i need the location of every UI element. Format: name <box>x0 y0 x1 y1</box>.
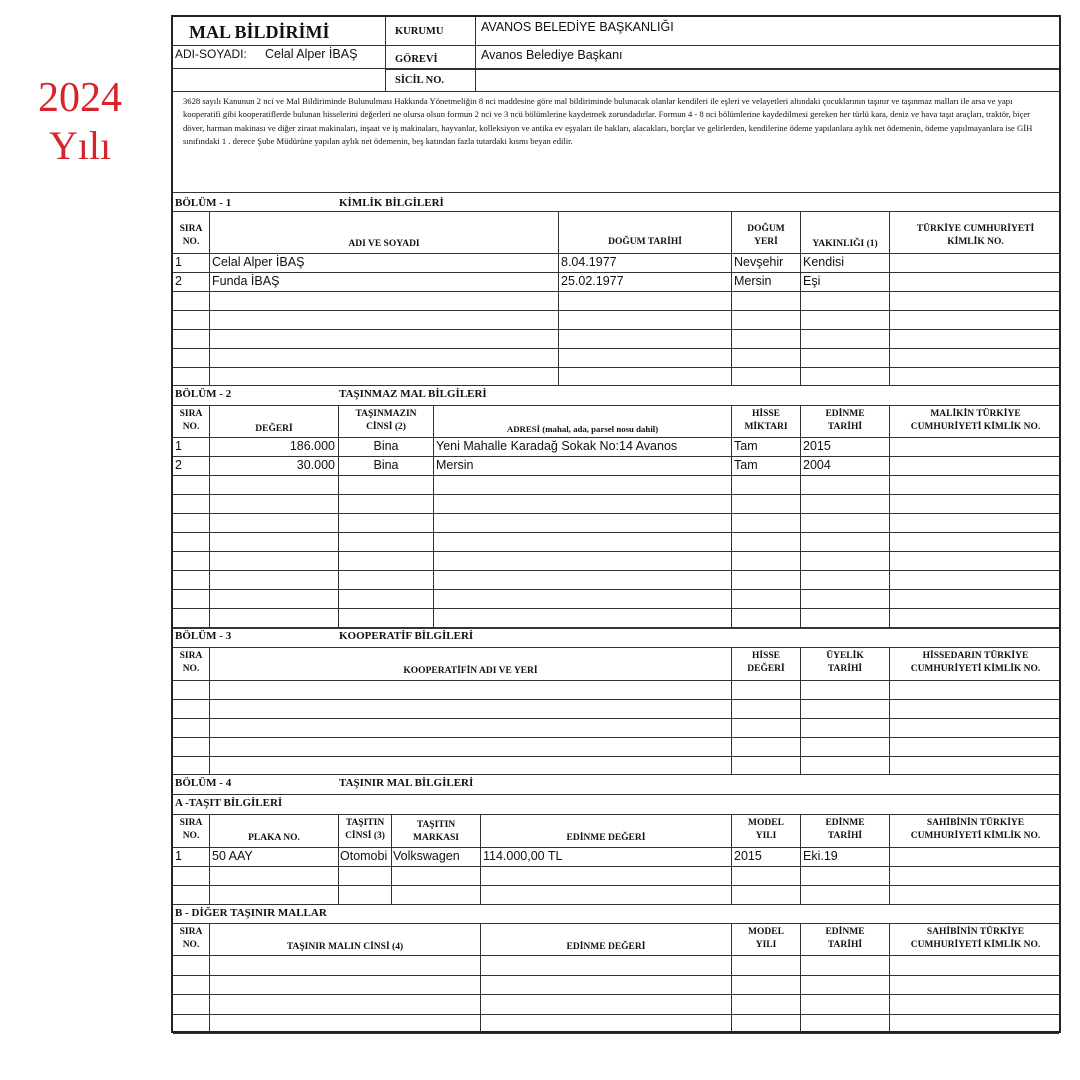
table-rule <box>731 647 732 774</box>
table-rule <box>173 975 1059 976</box>
table-rule <box>173 367 1059 368</box>
s3-header-sira: SIRA <box>179 651 203 661</box>
table-rule <box>173 513 1059 514</box>
table-rule <box>480 923 481 1033</box>
table-rule <box>480 814 481 904</box>
s2-header-sira: SIRA <box>179 409 203 419</box>
s1-row-no: 2 <box>175 274 182 288</box>
table-rule <box>800 814 801 904</box>
table-rule <box>173 885 1059 886</box>
s4a-header-acq-1: EDİNME <box>825 818 865 828</box>
s1-header-birth-date: DOĞUM TARİHİ <box>608 237 682 247</box>
s1-row-birth-place: Nevşehir <box>734 255 784 269</box>
table-rule <box>173 253 1059 254</box>
s1-row-name: Funda İBAŞ <box>212 274 280 288</box>
s4b-header-owner-1: SAHİBİNİN TÜRKİYE <box>926 927 1025 937</box>
s3-header-holder-2: CUMHURİYETİ KİMLİK NO. <box>910 664 1041 674</box>
table-rule <box>173 475 1059 476</box>
s4a-header-value: EDİNME DEĞERİ <box>566 833 646 843</box>
other-movables-title: B - DİĞER TAŞINIR MALLAR <box>175 907 327 919</box>
table-rule <box>173 45 1059 46</box>
s3-header-no: NO. <box>182 664 200 674</box>
table-rule <box>173 348 1059 349</box>
s1-header-birth-place-1: DOĞUM <box>747 224 785 234</box>
s4b-header-acq-2: TARİHİ <box>827 940 863 950</box>
table-rule <box>173 718 1059 719</box>
s4b-header-owner-2: CUMHURİYETİ KİMLİK NO. <box>910 940 1041 950</box>
table-rule <box>173 437 1059 438</box>
table-rule <box>800 405 801 628</box>
table-rule <box>173 608 1059 609</box>
year-stamp-label: Yılı <box>48 123 112 168</box>
table-rule <box>173 291 1059 292</box>
s4b-header-no: NO. <box>182 940 200 950</box>
table-rule <box>209 405 210 628</box>
table-rule <box>731 405 732 628</box>
table-rule <box>173 756 1059 757</box>
registry-label: SİCİL NO. <box>395 75 445 86</box>
s4a-header-acq-2: TARİHİ <box>827 831 863 841</box>
s4b-header-kind: TAŞINIR MALIN CİNSİ (4) <box>286 942 404 952</box>
section4-title: TAŞINIR MAL BİLGİLERİ <box>339 777 474 789</box>
s2-header-acq-2: TARİHİ <box>827 422 863 432</box>
year-stamp-year: 2024 <box>38 75 122 121</box>
s4a-row-plate: 50 AAY <box>212 849 253 863</box>
table-rule <box>475 17 476 91</box>
s2-header-type-2: CİNSİ (2) <box>366 422 406 432</box>
s3-header-name: KOOPERATİFİN ADI VE YERİ <box>403 666 538 676</box>
s2-header-address: ADRESİ (mahal, ada, parsel nosu dahil) <box>506 424 659 434</box>
s4a-header-model-2: YILI <box>755 831 777 841</box>
table-rule <box>731 923 732 1033</box>
table-rule <box>173 647 1059 648</box>
table-rule <box>173 211 1059 212</box>
s2-row-address: Mersin <box>436 458 474 472</box>
s4b-header-sira: SIRA <box>179 927 203 937</box>
s1-row-relation: Kendisi <box>803 255 844 269</box>
table-rule <box>173 456 1059 457</box>
table-rule <box>731 211 732 385</box>
s1-row-birth-date: 8.04.1977 <box>561 255 617 269</box>
s4a-header-kind-2: CİNSİ (3) <box>345 831 385 841</box>
table-rule <box>173 628 1059 629</box>
form-title: MAL BİLDİRİMİ <box>189 22 330 42</box>
table-rule <box>338 405 339 628</box>
s2-row-acq: 2015 <box>803 439 831 453</box>
s2-header-share-2: MİKTARI <box>744 422 788 432</box>
s2-row-value: 186.000 <box>289 439 335 453</box>
table-rule <box>338 814 339 904</box>
s2-row-no: 2 <box>175 458 182 472</box>
table-rule <box>173 494 1059 495</box>
s1-row-relation: Eşi <box>803 274 821 288</box>
s3-header-share-1: HİSSE <box>752 651 780 661</box>
table-rule <box>209 923 210 1033</box>
s4b-header-value: EDİNME DEĞERİ <box>566 942 646 952</box>
s2-row-value: 30.000 <box>296 458 335 472</box>
table-rule <box>173 774 1059 775</box>
s4a-header-brand-1: TAŞITIN <box>416 820 456 830</box>
s2-header-owner-1: MALİKİN TÜRKİYE <box>930 409 1021 419</box>
s2-header-owner-2: CUMHURİYETİ KİMLİK NO. <box>910 422 1041 432</box>
s2-row-acq: 2004 <box>803 458 831 472</box>
table-rule <box>173 1014 1059 1015</box>
s4b-header-model-1: MODEL <box>748 927 784 937</box>
table-rule <box>800 923 801 1033</box>
s2-header-no: NO. <box>182 422 200 432</box>
s4a-row-value: 114.000,00 TL <box>483 849 563 863</box>
table-rule <box>173 570 1059 571</box>
table-rule <box>173 814 1059 815</box>
s1-header-no: NO. <box>182 237 200 247</box>
s3-header-holder-1: HİSSEDARIN TÜRKİYE <box>922 651 1029 661</box>
intro-text: 3628 sayılı Kanunun 2 nci ve Mal Bildiriminde Bulunulması Hakkında Yönetmeliğin 8 nci maddesine göre mal bildiriminde bulunacak olanlar kendileri ile eşleri ve velayetleri altındaki çocuklarının taşınır ve taşınmaz malları ile arsa ve yapı kooperatifi gibi kooperatiflerde bulunan hisselerini değerleri ne olursa olsun formun 2 nci ve 3 ncü bölümlerine kaydetmek zorundadırlar. Formun 4 - 8 nci bölümlerine kaydedilmesi gereken her türlü kara, deniz ve hava taşıt araçları, traktör, biçer döver, harman makinası ve diğer ziraat makinaları, inşaat ve iş makinaları, hayvanlar, kolleksiyon ve antika ev eşyaları ile hakları, alacakları, borçlar ve gelirlerden, kendilerine ödeme yapılanlara aylık net ödemenin, ödeme yapılmayanlara ise GİH sınıfındaki 1 . derece Şube Müdürüne yapılan aylık net ödemenin, beş katından fazla tutardaki kısmı beyan edilir. <box>183 96 1033 147</box>
table-rule <box>889 814 890 904</box>
section2-title: TAŞINMAZ MAL BİLGİLERİ <box>339 388 487 400</box>
table-rule <box>173 1033 1059 1034</box>
s4a-row-kind: Otomobi <box>340 849 388 863</box>
s4a-row-model: 2015 <box>734 849 762 863</box>
table-rule <box>558 211 559 385</box>
s4a-header-kind-1: TAŞITIN <box>345 818 385 828</box>
table-rule <box>433 405 434 628</box>
s2-row-type: Bina <box>373 458 399 472</box>
table-rule <box>889 647 890 774</box>
s4a-row-acq: Eki.19 <box>803 849 838 863</box>
s2-header-acq-1: EDİNME <box>825 409 865 419</box>
table-rule <box>889 923 890 1033</box>
name-value: Celal Alper İBAŞ <box>265 47 358 61</box>
duty-value: Avanos Belediye Başkanı <box>481 48 623 62</box>
s4b-header-acq-1: EDİNME <box>825 927 865 937</box>
table-rule <box>173 91 1059 92</box>
table-rule <box>889 211 890 385</box>
table-rule <box>173 329 1059 330</box>
table-rule <box>800 647 801 774</box>
s1-header-sira: SIRA <box>179 224 203 234</box>
section2-number: BÖLÜM - 2 <box>175 388 232 400</box>
s4a-header-sira: SIRA <box>179 818 203 828</box>
s4a-header-model-1: MODEL <box>748 818 784 828</box>
s4a-header-no: NO. <box>182 831 200 841</box>
s4a-header-owner-2: CUMHURİYETİ KİMLİK NO. <box>910 831 1041 841</box>
table-rule <box>173 192 1059 193</box>
section1-title: KİMLİK BİLGİLERİ <box>339 197 444 209</box>
s3-header-share-2: DEĞERİ <box>747 664 785 674</box>
s1-header-name: ADI VE SOYADI <box>348 239 420 249</box>
table-rule <box>173 385 1059 386</box>
table-rule <box>386 69 1059 70</box>
s4a-header-plate: PLAKA NO. <box>248 833 300 843</box>
s2-header-share-1: HİSSE <box>752 409 780 419</box>
table-rule <box>209 647 210 774</box>
s1-header-tc-1: TÜRKİYE CUMHURİYETİ <box>916 224 1035 234</box>
duty-label: GÖREVİ <box>395 54 438 65</box>
s1-row-no: 1 <box>175 255 182 269</box>
table-rule <box>173 737 1059 738</box>
table-rule <box>173 955 1059 956</box>
s4a-row-no: 1 <box>175 849 182 863</box>
s2-header-value: DEĞERİ <box>255 424 293 434</box>
s4a-header-owner-1: SAHİBİNİN TÜRKİYE <box>926 818 1025 828</box>
table-rule <box>209 814 210 904</box>
section3-number: BÖLÜM - 3 <box>175 630 232 642</box>
table-rule <box>209 211 210 385</box>
s1-header-birth-place-2: YERİ <box>754 237 778 247</box>
declaration-form <box>171 15 1061 1033</box>
table-rule <box>800 211 801 385</box>
table-rule <box>173 680 1059 681</box>
s2-row-share: Tam <box>734 458 758 472</box>
s2-row-share: Tam <box>734 439 758 453</box>
s1-header-tc-2: KİMLİK NO. <box>947 237 1004 247</box>
table-rule <box>173 994 1059 995</box>
table-rule <box>889 405 890 628</box>
section1-number: BÖLÜM - 1 <box>175 197 232 209</box>
table-rule <box>173 923 1059 924</box>
table-rule <box>731 814 732 904</box>
s3-header-member-1: ÜYELİK <box>826 651 864 661</box>
s1-row-birth-place: Mersin <box>734 274 772 288</box>
section3-title: KOOPERATİF BİLGİLERİ <box>339 630 474 642</box>
table-rule <box>173 589 1059 590</box>
s2-row-type: Bina <box>373 439 399 453</box>
table-rule <box>173 847 1059 848</box>
institution-value: AVANOS BELEDİYE BAŞKANLIĞI <box>481 20 674 34</box>
vehicles-title: A -TAŞIT BİLGİLERİ <box>175 797 283 809</box>
s1-row-name: Celal Alper İBAŞ <box>212 255 305 269</box>
s4a-header-brand-2: MARKASI <box>413 833 459 843</box>
s1-row-birth-date: 25.02.1977 <box>561 274 624 288</box>
table-rule <box>173 532 1059 533</box>
table-rule <box>173 272 1059 273</box>
table-rule <box>173 310 1059 311</box>
table-rule <box>173 405 1059 406</box>
s2-row-address: Yeni Mahalle Karadağ Sokak No:14 Avanos <box>436 439 678 453</box>
table-rule <box>173 699 1059 700</box>
s2-header-type-1: TAŞINMAZIN <box>355 409 417 419</box>
table-rule <box>173 551 1059 552</box>
institution-label: KURUMU <box>395 26 444 37</box>
s4a-row-brand: Volkswagen <box>393 849 460 863</box>
table-rule <box>173 904 1059 905</box>
table-rule <box>173 794 1059 795</box>
table-rule <box>173 866 1059 867</box>
table-rule <box>391 814 392 904</box>
s3-header-member-2: TARİHİ <box>827 664 863 674</box>
table-rule <box>385 17 386 91</box>
s1-header-relation: YAKINLIĞI (1) <box>812 239 878 249</box>
name-label: ADI-SOYADI: <box>175 47 247 61</box>
s2-row-no: 1 <box>175 439 182 453</box>
section4-number: BÖLÜM - 4 <box>175 777 232 789</box>
s4b-header-model-2: YILI <box>755 940 777 950</box>
